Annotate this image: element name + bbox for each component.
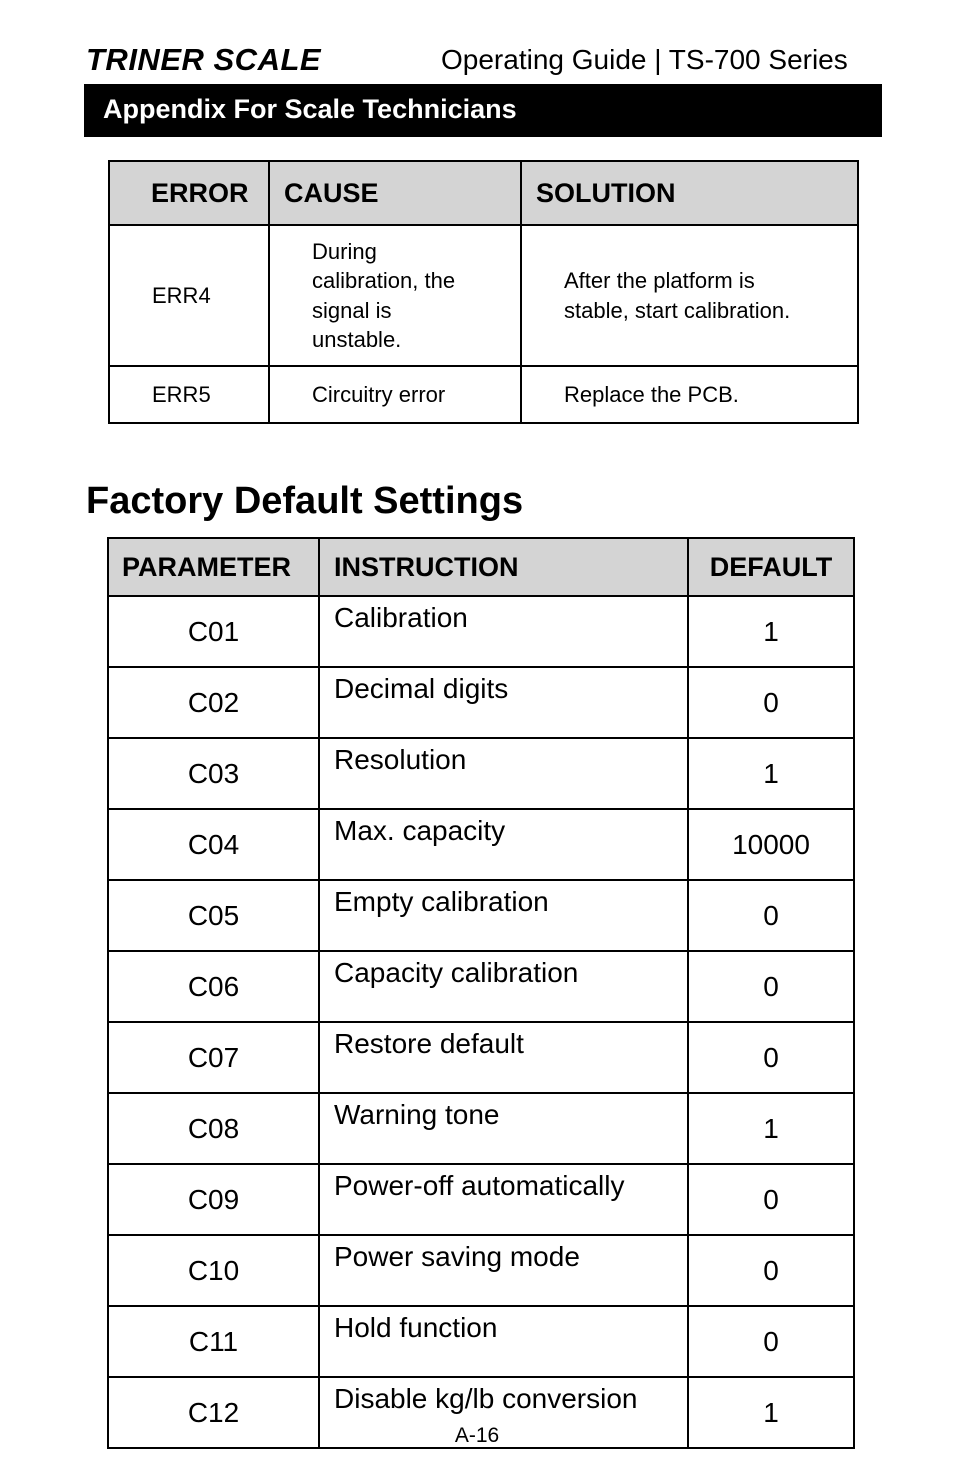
solution-text-line: Replace the PCB. xyxy=(564,381,739,407)
instruction-cell: Decimal digits xyxy=(319,667,688,738)
default-value-cell: 1 xyxy=(688,596,854,667)
cause-text-line: signal is xyxy=(312,297,392,323)
default-value-cell: 0 xyxy=(688,951,854,1022)
solution-text-line: stable, start calibration. xyxy=(564,297,791,323)
error-table-header xyxy=(109,161,858,225)
parameter-cell: C09 xyxy=(108,1164,319,1235)
parameter-cell: C02 xyxy=(108,667,319,738)
parameter-cell: C03 xyxy=(108,738,319,809)
table-row xyxy=(108,1164,854,1235)
error-code-cell: ERR5 xyxy=(109,366,269,423)
default-value-cell: 0 xyxy=(688,1235,854,1306)
default-value-cell: 1 xyxy=(688,1377,854,1448)
header-solution: SOLUTION xyxy=(521,161,858,225)
parameter-cell: C07 xyxy=(108,1022,319,1093)
default-value-cell: 1 xyxy=(688,738,854,809)
default-value-cell: 10000 xyxy=(688,809,854,880)
table-row xyxy=(108,1093,854,1164)
instruction-cell: Capacity calibration xyxy=(319,951,688,1022)
instruction-cell: Hold function xyxy=(319,1306,688,1377)
instruction-cell: Max. capacity xyxy=(319,809,688,880)
instruction-cell: Calibration xyxy=(319,596,688,667)
error-code-cell: ERR4 xyxy=(109,225,269,366)
header-parameter: PARAMETER xyxy=(108,538,319,596)
solution-text-line: After the platform is xyxy=(564,268,755,293)
table-row xyxy=(108,951,854,1022)
instruction-cell: Restore default xyxy=(319,1022,688,1093)
default-value-cell: 0 xyxy=(688,1306,854,1377)
default-value-cell: 0 xyxy=(688,1022,854,1093)
instruction-cell: Power saving mode xyxy=(319,1235,688,1306)
table-row xyxy=(109,366,858,423)
cause-text-line: calibration, the xyxy=(312,268,456,293)
parameter-cell: C11 xyxy=(108,1306,319,1377)
solution-cell xyxy=(521,366,858,423)
parameter-cell: C10 xyxy=(108,1235,319,1306)
default-value-cell: 0 xyxy=(688,667,854,738)
instruction-cell: Resolution xyxy=(319,738,688,809)
instruction-cell: Warning tone xyxy=(319,1093,688,1164)
default-value-cell: 1 xyxy=(688,1093,854,1164)
guide-title: Operating Guide | TS-700 Series xyxy=(441,44,848,75)
solution-cell xyxy=(521,225,858,366)
cause-cell xyxy=(269,225,521,366)
instruction-cell: Disable kg/lb conversion xyxy=(319,1377,688,1448)
table-row xyxy=(108,809,854,880)
section-title-bar: Appendix For Scale Technicians xyxy=(84,84,882,137)
table-row xyxy=(108,738,854,809)
parameter-cell: C04 xyxy=(108,809,319,880)
parameter-cell: C01 xyxy=(108,596,319,667)
factory-defaults-title: Factory Default Settings xyxy=(86,480,524,522)
defaults-table-header xyxy=(108,538,854,596)
cause-text-line: Circuitry error xyxy=(312,381,446,407)
header-error: ERROR xyxy=(109,161,269,225)
parameter-cell: C08 xyxy=(108,1093,319,1164)
parameter-cell: C06 xyxy=(108,951,319,1022)
parameter-cell: C05 xyxy=(108,880,319,951)
header-default: DEFAULT xyxy=(688,538,854,596)
factory-defaults-table xyxy=(107,537,855,1449)
table-row xyxy=(108,1306,854,1377)
brand-logo: TRINER SCALE xyxy=(86,42,322,77)
default-value-cell: 0 xyxy=(688,880,854,951)
table-row xyxy=(108,1022,854,1093)
page-number: A-16 xyxy=(454,1424,500,1447)
instruction-cell: Empty calibration xyxy=(319,880,688,951)
table-row xyxy=(108,667,854,738)
table-row xyxy=(108,1235,854,1306)
cause-cell xyxy=(269,366,521,423)
table-row xyxy=(108,596,854,667)
header-cause: CAUSE xyxy=(269,161,521,225)
table-row xyxy=(109,225,858,366)
default-value-cell: 0 xyxy=(688,1164,854,1235)
parameter-cell: C12 xyxy=(108,1377,319,1448)
error-table xyxy=(108,160,859,424)
table-row xyxy=(108,880,854,951)
cause-text-line: During xyxy=(312,238,377,264)
header-instruction: INSTRUCTION xyxy=(319,538,688,596)
cause-text-line: unstable. xyxy=(312,327,402,352)
instruction-cell: Power-off automatically xyxy=(319,1164,688,1235)
